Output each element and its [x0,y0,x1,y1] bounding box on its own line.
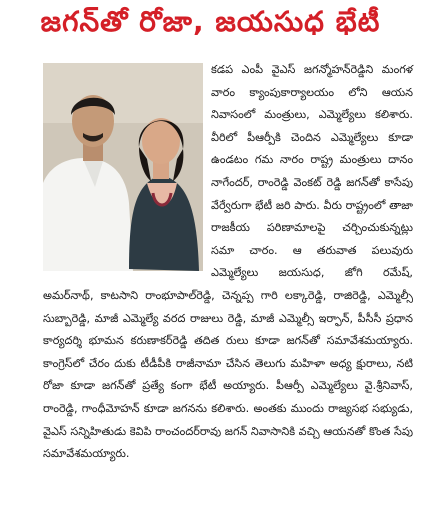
article-body: కడప ఎంపీ వైఎస్ జగన్మోహన్‌రెడ్డిని మంగళ వారం క్యాంపుకార్యాలయం లోని ఆయన నివాసంలో మంత్రులు, ఎమ్మెల్యేలు కలిశారు. వీరిలో పీఆర్పీకి చెందిన ఎమ్మెల్యేలు కూడా ఉండటం గమ నారం రాష్ట్ర మంత్రులు దానం నాగేందర్, రాంరెడ్డి వెంకట్ రెడ్డి జగన్‌తో కాసేపు వేర్వేరుగా భేటీ జరి పారు. వీరు రాష్ట్రంలో తాజా రాజకీయ పరిణామాలపై చర్చించుకున్నట్లు సమా చారం. ఆ తరువాత పలువురు ఎమ్మెల్యేలు జయసుధ, జోగి రమేష్, అమర్‌నాథ్, కాటసాని రాంభూపాల్‌రెడ్డి, చెన్నప్ప గారి లక్కారెడ్డి, రాజిరెడ్డి, ఎమ్మెల్సీ సుబ్బారెడ్డి, మాజీ ఎమ్మెల్యే వరద రాజులు రెడ్డి, మాజీ ఎమ్మెల్సీ ఇర్ఫాన్, పీసీసీ ప్రధాన కార్యదర్శి భూమన కరుణాకర్‌రెడ్డి తదిత రులు కూడా జగన్‌తో సమావేశమయ్యారు. కాంగ్రెస్‌లో చేరం దుకు టీడీపీకి రాజీనామా చేసిన తెలుగు మహిళా అధ్య క్షురాలు, నటి రోజా కూడా జగన్‌తో ప్రత్యే కంగా భేటీ అయ్యారు. పీఆర్పీ ఎమ్మెల్యేలు వై.శ్రీనివాస్, రాంరెడ్డి, గాంధీమోహన్ కూడా జగనను కలిశారు. అంతకు ముందు రాజ్యసభ సభ్యుడు, వైఎస్ సన్నిహితుడు కెవిపి రాంచందర్‌రావు జగన్ నివాసానికి వచ్చి ఆయనతో కొంత సేపు సమావేశమయ్యారు. [43,63,413,461]
article [43,53,413,516]
news-photo [43,63,203,271]
headline: జగన్‌తో రోజా, జయసుధ భేటీ [40,5,381,38]
